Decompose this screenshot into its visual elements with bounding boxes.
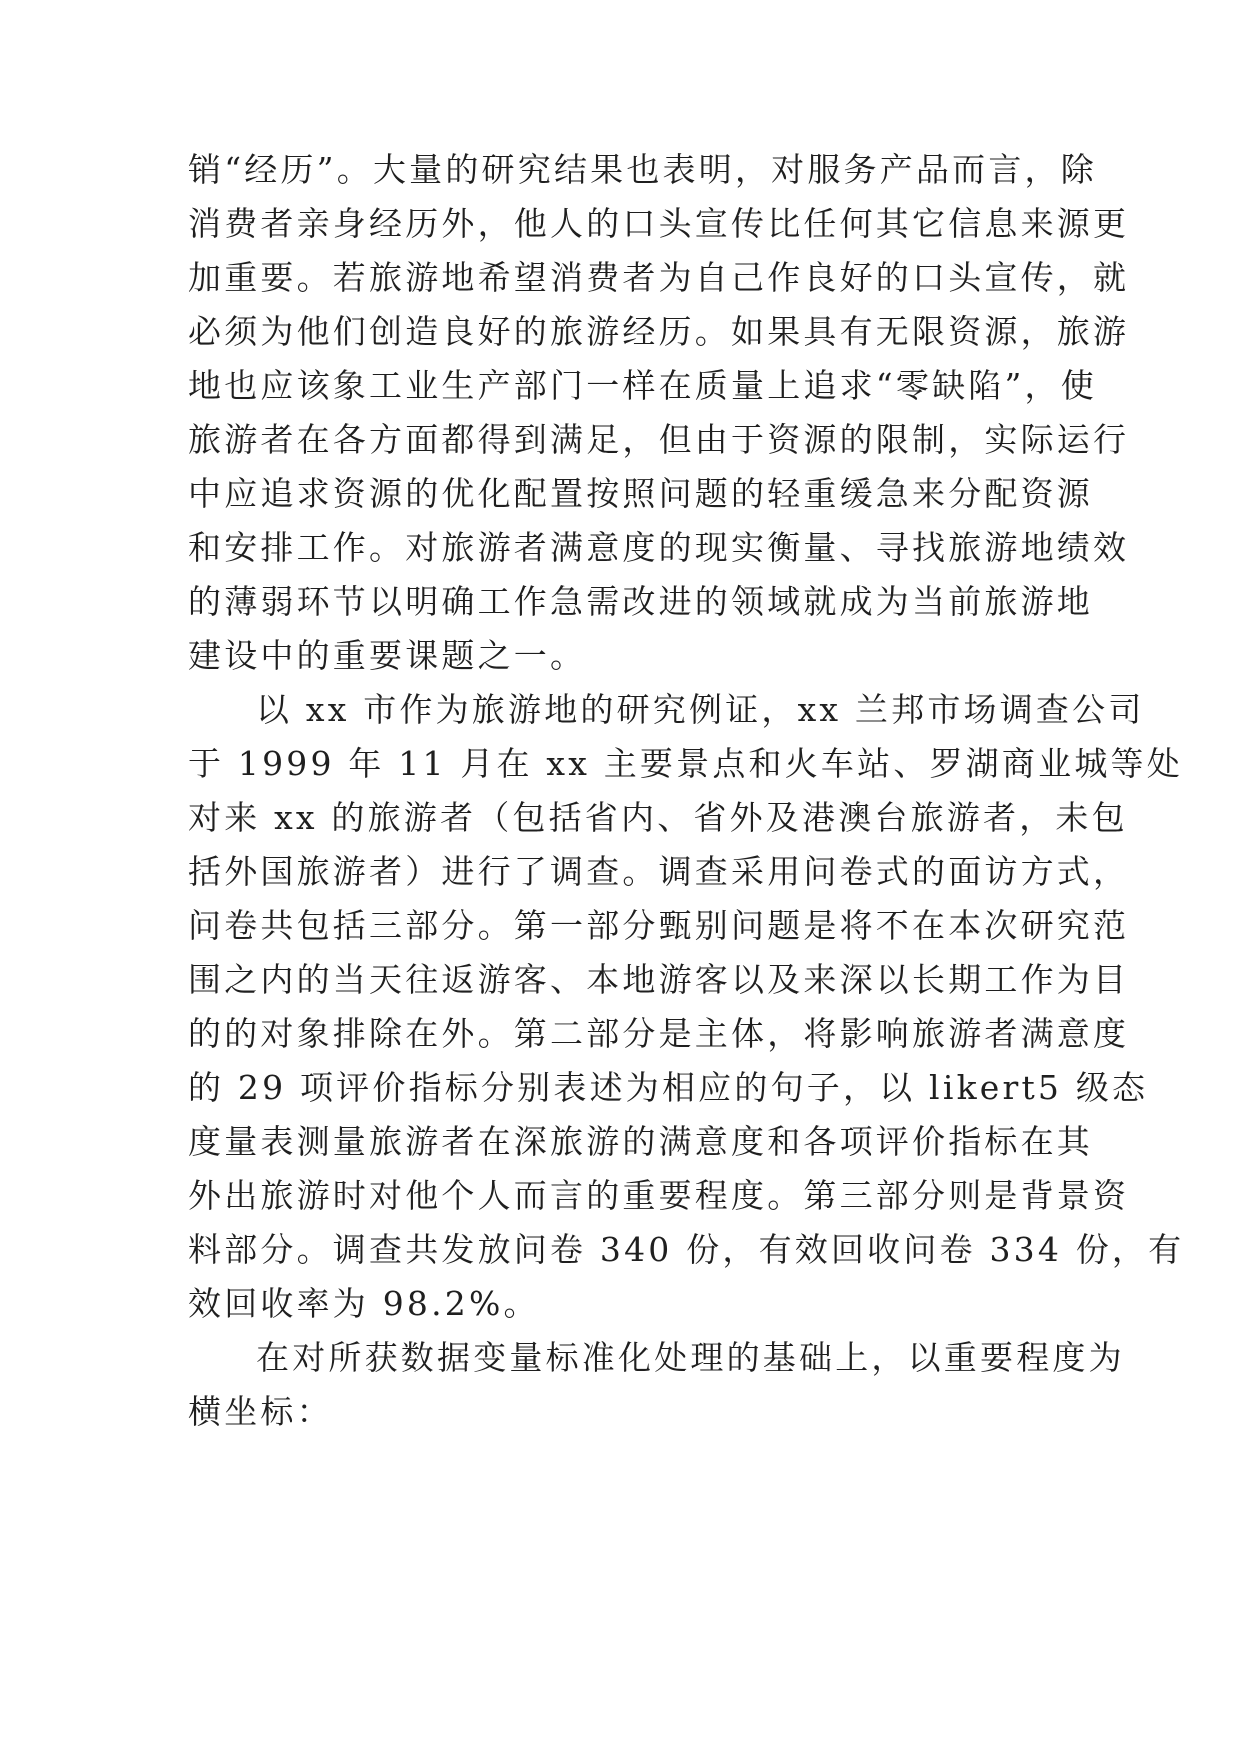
text-line: 效回收率为 98.2%。 <box>188 1284 540 1323</box>
text-line: 料部分。调查共发放问卷 340 份，有效回收问卷 334 份，有 <box>188 1230 1185 1269</box>
text-line: 旅游者在各方面都得到满足，但由于资源的限制，实际运行 <box>188 420 1130 459</box>
text-line: 问卷共包括三部分。第一部分甄别问题是将不在本次研究范 <box>188 906 1130 945</box>
text-line: 和安排工作。对旅游者满意度的现实衡量、寻找旅游地绩效 <box>188 528 1130 567</box>
text-line: 建设中的重要课题之一。 <box>188 636 587 675</box>
text-line: 横坐标： <box>188 1392 333 1431</box>
text-line: 必须为他们创造良好的旅游经历。如果具有无限资源，旅游 <box>188 312 1130 351</box>
text-line: 消费者亲身经历外，他人的口头宣传比任何其它信息来源更 <box>188 204 1130 243</box>
text-line: 加重要。若旅游地希望消费者为自己作良好的口头宣传，就 <box>188 258 1130 297</box>
text-line: 的 29 项评价指标分别表述为相应的句子，以 likert5 级态 <box>188 1068 1149 1107</box>
text-line: 对来 xx 的旅游者（包括省内、省外及港澳台旅游者，未包 <box>188 798 1128 837</box>
text-line: 于 1999 年 11 月在 xx 主要景点和火车站、罗湖商业城等处 <box>188 744 1183 783</box>
paragraph-first-line: 以 xx 市作为旅游地的研究例证，xx 兰邦市场调查公司 <box>256 690 1145 729</box>
text-line: 围之内的当天往返游客、本地游客以及来深以长期工作为目 <box>188 960 1130 999</box>
text-line: 外出旅游时对他个人而言的重要程度。第三部分则是背景资 <box>188 1176 1130 1215</box>
text-line: 括外国旅游者）进行了调查。调查采用问卷式的面访方式， <box>188 852 1130 891</box>
text-line: 的薄弱环节以明确工作急需改进的领域就成为当前旅游地 <box>188 582 1093 621</box>
text-line: 地也应该象工业生产部门一样在质量上追求“零缺陷”，使 <box>188 366 1097 405</box>
text-line: 中应追求资源的优化配置按照问题的轻重缓急来分配资源 <box>188 474 1093 513</box>
text-line: 销“经历”。大量的研究结果也表明，对服务产品而言，除 <box>188 150 1097 189</box>
text-line: 度量表测量旅游者在深旅游的满意度和各项评价指标在其 <box>188 1122 1093 1161</box>
text-line: 的的对象排除在外。第二部分是主体，将影响旅游者满意度 <box>188 1014 1130 1053</box>
paragraph-first-line: 在对所获数据变量标准化处理的基础上，以重要程度为 <box>256 1338 1125 1377</box>
